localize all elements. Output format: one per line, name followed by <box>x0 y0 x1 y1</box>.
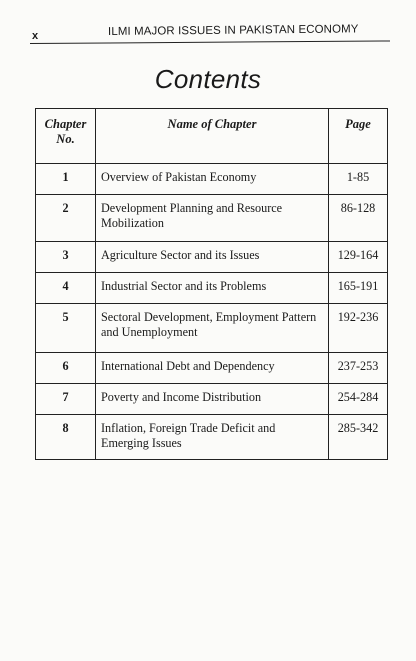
chapter-number: 7 <box>36 384 96 415</box>
table-row <box>36 242 388 273</box>
chapter-name: Poverty and Income Distribution <box>96 384 329 415</box>
page-title: Contents <box>154 64 262 94</box>
header-rule <box>30 40 390 44</box>
chapter-pages: 192-236 <box>329 304 388 353</box>
chapter-number: 3 <box>36 242 96 273</box>
column-header-name: Name of Chapter <box>96 109 329 164</box>
column-header-chapter <box>36 109 96 164</box>
table-row <box>36 164 388 195</box>
chapter-number: 6 <box>36 353 96 384</box>
chapter-name: Industrial Sector and its Problems <box>96 273 329 304</box>
chapter-name: Agriculture Sector and its Issues <box>96 242 329 273</box>
chapter-number: 2 <box>36 195 96 242</box>
chapter-name: International Debt and Dependency <box>96 353 329 384</box>
chapter-pages: 129-164 <box>329 242 388 273</box>
chapter-number: 1 <box>36 164 96 195</box>
contents-table <box>35 108 388 460</box>
column-header-page: Page <box>329 109 388 164</box>
chapter-pages: 237-253 <box>329 353 388 384</box>
chapter-name: Inflation, Foreign Trade Deficit and Emerging Issues <box>96 415 329 460</box>
chapter-number: 8 <box>36 415 96 460</box>
chapter-name: Sectoral Development, Employment Pattern and Unemployment <box>96 304 329 353</box>
table-row <box>36 273 388 304</box>
chapter-pages: 1-85 <box>329 164 388 195</box>
chapter-pages: 285-342 <box>329 415 388 460</box>
running-header <box>30 23 390 44</box>
chapter-number: 4 <box>36 273 96 304</box>
chapter-pages: 254-284 <box>329 384 388 415</box>
table-row <box>36 195 388 242</box>
column-header-chapter-line1: Chapter <box>44 117 87 131</box>
table-row <box>36 415 388 460</box>
chapter-pages: 165-191 <box>329 273 388 304</box>
chapter-name: Overview of Pakistan Economy <box>96 164 329 195</box>
page-number: x <box>32 30 39 42</box>
running-title: ILMI MAJOR ISSUES IN PAKISTAN ECONOMY <box>107 23 359 38</box>
chapter-number: 5 <box>36 304 96 353</box>
column-header-chapter-line2: No. <box>56 132 75 146</box>
table-header-row <box>36 109 388 164</box>
table-row <box>36 353 388 384</box>
chapter-name: Development Planning and Resource Mobilization <box>96 195 329 242</box>
table-row <box>36 384 388 415</box>
chapter-pages: 86-128 <box>329 195 388 242</box>
table-row <box>36 304 388 353</box>
